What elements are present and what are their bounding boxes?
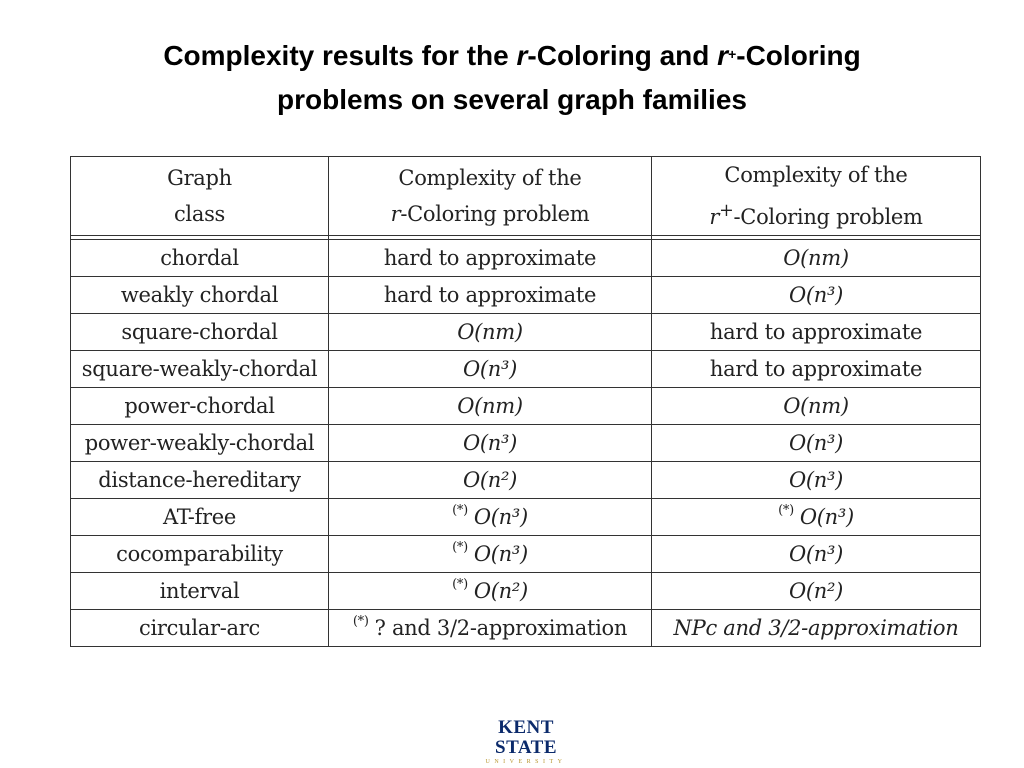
cell-value: O(n³) [788,431,844,455]
table-row [71,499,981,536]
footnote-marker: (*) [778,503,794,518]
cell-rplus-coloring [652,536,981,573]
logo-name: KENT STATE [495,717,557,758]
cell-value: NPc and 3/2-approximation [673,616,959,640]
cell-value: O(n³) [462,431,518,455]
title-r1: r [516,40,528,71]
cell-value: hard to approximate [709,320,923,344]
cell-graph-class: AT-free [71,499,329,536]
cell-value: O(nm) [457,394,523,418]
title-part2: -Coloring and [527,40,718,71]
title-part3: -Coloring [736,40,861,71]
table-row [71,573,981,610]
cell-r-coloring [329,610,652,647]
cell-rplus-coloring [652,425,981,462]
table-row [71,536,981,573]
cell-value: hard to approximate [383,246,597,270]
cell-rplus-coloring [652,573,981,610]
cell-value: O(n³) [788,542,844,566]
cell-value: O(nm) [457,320,523,344]
table-row [71,462,981,499]
header-col1-line2: class [173,202,226,226]
cell-rplus-coloring [652,462,981,499]
table-row [71,314,981,351]
cell-graph-class: square-weakly-chordal [71,351,329,388]
cell-graph-class: distance-hereditary [71,462,329,499]
title-plus: + [728,46,737,62]
cell-rplus-coloring [652,240,981,277]
header-col3-line1: Complexity of the [724,163,908,187]
footnote-marker: (*) [352,614,369,629]
footnote-marker: (*) [452,540,468,555]
cell-graph-class: weakly chordal [71,277,329,314]
title-part1: Complexity results for the [163,40,517,71]
cell-r-coloring [329,499,652,536]
cell-rplus-coloring [652,499,981,536]
cell-rplus-coloring [652,610,981,647]
cell-graph-class: power-weakly-chordal [71,425,329,462]
cell-graph-class: power-chordal [71,388,329,425]
cell-graph-class: interval [71,573,329,610]
cell-rplus-coloring [652,388,981,425]
cell-value: O(n³) [473,505,528,529]
cell-value: O(n²) [462,468,518,492]
title-line2: problems on several graph families [277,84,747,115]
cell-rplus-coloring [652,351,981,388]
table-row [71,277,981,314]
cell-r-coloring [329,573,652,610]
cell-value: hard to approximate [383,283,597,307]
kent-state-logo [470,718,582,766]
cell-r-coloring [329,277,652,314]
table-header-row [71,157,981,236]
slide-title [0,34,1024,122]
footnote-marker: (*) [452,503,468,518]
cell-r-coloring [329,536,652,573]
table-row [71,425,981,462]
table-row [71,388,981,425]
cell-value: O(n³) [462,357,518,381]
table-row [71,610,981,647]
cell-value: O(n³) [473,542,528,566]
cell-graph-class: square-chordal [71,314,329,351]
cell-rplus-coloring [652,277,981,314]
cell-r-coloring [329,314,652,351]
cell-value: O(nm) [783,394,849,418]
header-rplus-coloring [652,157,981,236]
cell-value: O(n²) [473,579,528,603]
title-r2: r [717,40,729,71]
cell-value: hard to approximate [709,357,923,381]
cell-graph-class: cocomparability [71,536,329,573]
table-row [71,351,981,388]
header-col3-plus: + [719,201,734,221]
header-r-coloring [329,157,652,236]
footnote-marker: (*) [452,577,468,592]
cell-graph-class: chordal [71,240,329,277]
header-col2-line2: -Coloring problem [400,202,590,226]
cell-graph-class: circular-arc [71,610,329,647]
cell-r-coloring [329,240,652,277]
complexity-table [70,156,980,647]
table-row [71,240,981,277]
table-body [71,240,981,647]
cell-rplus-coloring [652,314,981,351]
header-graph-class [71,157,329,236]
cell-value: O(n²) [788,579,844,603]
cell-value: O(n³) [788,468,844,492]
cell-value: ? and 3/2-approximation [374,616,628,640]
header-col2-line1: Complexity of the [398,166,582,190]
header-col3-r: r [709,205,720,229]
cell-r-coloring [329,462,652,499]
cell-r-coloring [329,351,652,388]
cell-value: O(n³) [799,505,854,529]
cell-r-coloring [329,425,652,462]
cell-value: O(n³) [788,283,844,307]
logo-sub: UNIVERSITY [485,759,567,765]
cell-value: O(nm) [783,246,849,270]
header-col2-r: r [390,202,401,226]
cell-r-coloring [329,388,652,425]
header-col1-line1: Graph [167,166,232,190]
header-col3-line2: -Coloring problem [733,205,923,229]
